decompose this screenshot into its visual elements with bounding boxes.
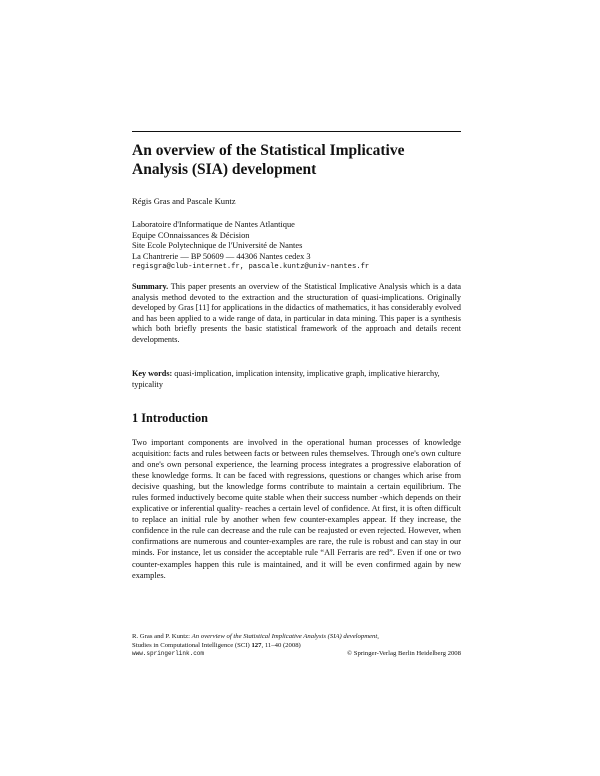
springer-website: www.springerlink.com — [132, 650, 205, 658]
abstract-text: This paper presents an overview of the Statistical Implicative Analysis which is a data analysis method devoted to the extraction and the structuration of quasi-implications. Originally developed by Gras [11] for applications in the didactics of mathematics, it has considerably evolved and has been applied to a wide range of data, in particular in data mining. This paper is a synthesis which both briefly presents the basic statistical framework of the approach and details recent developments. — [132, 282, 461, 344]
affiliation-line: Laboratoire d'Informatique de Nantes Atlantique — [132, 220, 295, 229]
footer-citation: R. Gras and P. Kuntz: An overview of the Statistical Implicative Analysis (SIA) development, — [132, 633, 379, 640]
footer-bottom-row — [132, 650, 461, 659]
citation-series: Studies in Computational Intelligence (SCI) — [132, 641, 250, 649]
footer-series — [132, 642, 461, 651]
citation-authors: R. Gras and P. Kuntz: — [132, 633, 190, 640]
citation-pages: , 11–40 (2008) — [261, 641, 301, 649]
citation-volume: 127 — [251, 641, 262, 649]
author-emails: regisgra@club-internet.fr, pascale.kuntz@univ-nantes.fr — [132, 263, 370, 272]
section-heading: 1 Introduction — [132, 411, 208, 425]
affiliation-line: Site Ecole Polytechnique de l'Université de Nantes — [132, 241, 303, 251]
section-body: Two important components are involved in the operational human processes of knowledge acquisition: facts and rules between facts or between rules themselves. Through one's own culture and one's own personal experience, the learning process integrates a progressive elaboration of these knowledge forms. It can be faced with regressions, questions or changes which arise from decisive quashing, but the knowledge forms contribute to maintain a certain equilibrium. The rules formed inductively become quite stable when their success number -which depends on their explicative or inferential quality- reaches a certain level of confidence. At first, it is often difficult to replace an initial rule by another when few counter-examples appear. If they increase, the confidence in the rule can decrease and the rule can be reajusted or even rejected. However, when confirmations are numerous and counter-examples are rare, the rule is robust and can stay in our minds. For instance, let us consider the acceptable rule “All Ferraris are red”. Even if one or two counter-examples happen this rule is maintained, and it will be even confirmed again by new examples. — [132, 438, 461, 580]
keywords-text: quasi-implication, implication intensity, implicative graph, implicative hierarchy, typicality — [132, 369, 440, 389]
authors: Régis Gras and Pascale Kuntz — [132, 196, 236, 206]
affiliation-line: La Chantrerie — BP 50609 — 44306 Nantes cedex 3 — [132, 251, 311, 261]
paper-title: An overview of the Statistical Implicative Analysis (SIA) development — [132, 142, 405, 178]
keywords — [132, 369, 461, 390]
page-footer — [132, 633, 461, 659]
abstract — [132, 282, 461, 346]
top-rule — [132, 131, 461, 132]
keywords-label: Key words: — [132, 369, 173, 378]
affiliation — [132, 220, 369, 273]
abstract-label: Summary. — [132, 282, 169, 291]
citation-title: An overview of the Statistical Implicative Analysis (SIA) development — [191, 633, 378, 640]
copyright: © Springer-Verlag Berlin Heidelberg 2008 — [346, 650, 461, 658]
affiliation-line: Equipe COnnaissances & Décision — [132, 230, 250, 240]
